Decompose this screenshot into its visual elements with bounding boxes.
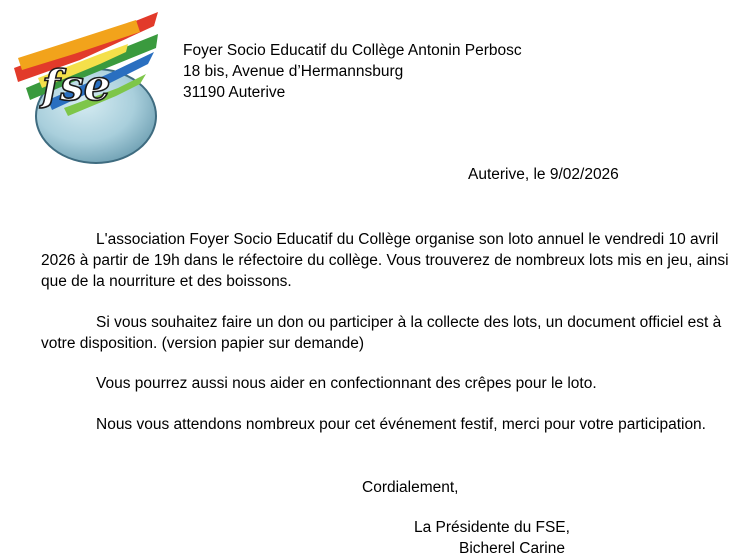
fse-logo-graphic (8, 8, 168, 166)
address-city: 31190 Auterive (183, 84, 286, 101)
paragraph-crepes (41, 373, 731, 394)
place-date: Auterive, le 9/02/2026 (468, 166, 619, 183)
signature-title: La Présidente du FSE, (414, 519, 570, 536)
address-street: 18 bis, Avenue d’Hermannsburg (183, 63, 404, 80)
fse-logo (8, 8, 168, 166)
organization-name: Foyer Socio Educatif du Collège Antonin Perbosc (183, 42, 522, 59)
fse-logo-text: fse (42, 61, 111, 110)
paragraph-invitation (41, 414, 731, 435)
signature-block (414, 517, 674, 559)
sender-address (183, 40, 703, 103)
paragraph-text: L'association Foyer Socio Educatif du Collège organise son loto annuel le vendredi 10 avril 2026 à partir de 19h dans le réfectoire du collège. Vous trouverez de nombreux lots mis en jeu, ainsi que de la nourriture et des boissons. (41, 231, 729, 290)
closing-salutation: Cordialement, (362, 479, 459, 496)
paragraph-text: Vous pourrez aussi nous aider en confectionnant des crêpes pour le loto. (96, 375, 597, 392)
paragraph-text: Si vous souhaitez faire un don ou participer à la collecte des lots, un document officiel est à votre disposition. (version papier sur demande) (41, 314, 722, 352)
paragraph-donation (41, 312, 731, 354)
paragraph-announcement (41, 229, 731, 292)
paragraph-text: Nous vous attendons nombreux pour cet événement festif, merci pour votre participation. (96, 416, 706, 433)
signature-name: Bicherel Carine (459, 540, 565, 557)
